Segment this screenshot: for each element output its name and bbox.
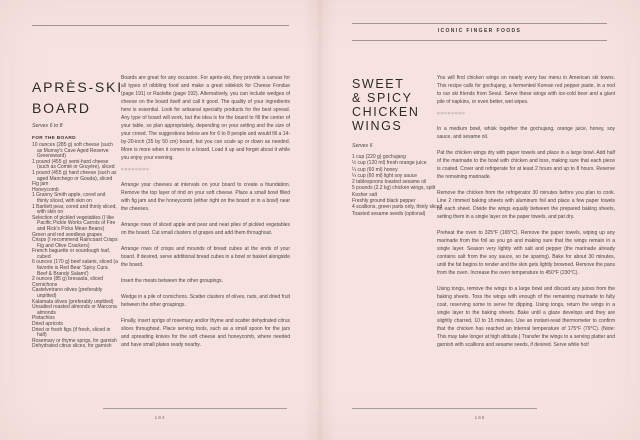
recipe-title-line: BOARD	[32, 100, 91, 116]
recipe-title	[352, 77, 444, 133]
ingredient-item: 1 pound (455 g) semi-hard cheese (such as Comté or Gruyère), sliced	[32, 158, 115, 171]
ingredient-item: 1 Granny Smith apple, cored and thinly sliced, with skin on	[32, 192, 106, 204]
method-column	[437, 74, 615, 357]
page-chicken-wings	[320, 0, 640, 440]
ingredient-item: Unsalted roasted almonds or Marcona almonds	[32, 304, 117, 316]
method-step: Using tongs, remove the wings to a large bowl and discard any juices from the baking sheets. Toss the wings with enough of the remaining marinade to fully coat, reserving some to serve for dipping. Using tongs, return the wings in a single layer to the baking sheets. Bake until a glaze develops and they are slightly charred, 10 to 15 minutes. Use an instant-read thermometer to confirm that the chicken has reached an internal temperature of 175°F (79°C). (Note: This may take longer at high altitude.) Transfer the wings to a serving platter and garnish with scallions and sesame seeds, if desired. Serve while hot!	[437, 286, 615, 348]
method-step: Remove the chicken from the refrigerator 30 minutes before you plan to cook. Line 2 rimmed baking sheets with aluminum foil and place a few paper towels on each sheet. Divide the wings equally between the prepared baking sheets, setting them in a single layer on the paper towels, and pat dry.	[437, 190, 615, 220]
ingredient-item: Green and red seedless grapes	[32, 231, 103, 238]
method-step: Arrange rows of crisps and mounds of bread cubes at the ends of your board. If desired, serve additional bread cubes in a bowl or basket alongside the board.	[121, 246, 290, 268]
bottom-rule	[352, 408, 537, 409]
recipe-title-line: WINGS	[352, 119, 403, 133]
intro-paragraph: You will find chicken wings on nearly every bar menu in American ski towns. This recipe calls for gochujang, a fermented Korean red pepper paste, in a nod to our ski friends from Seoul. Serve these wings with ice-cold beer and a giant pile of napkins, or even better, wet wipes.	[437, 75, 615, 105]
recipe-side-column	[32, 77, 123, 350]
ingredient-item: 1 pound (455 g) hard cheese (such as aged Manchego or Gouda), sliced	[32, 169, 117, 182]
ingredient-item: 1 Bartlett pear, cored and thinly sliced, with skin on	[32, 203, 117, 216]
ingredient-item: ¼ cup (60 ml) light soy sauce	[352, 172, 418, 179]
ingredient-item: Toasted sesame seeds (optional)	[352, 210, 426, 217]
intro-paragraph: Boards are great for any occasion. For après-ski, they provide a canvas for all types of nibbling food and make a great sidekick for Cheese Fondue (page 191) or Raclette (page 192). Alternatively, you can include wedges of cheese on the board itself and call it good. The quality of your ingredients here is essential. Look for artisanal specialty products for the best spread. Any type of board will work, but the idea is for the board to fill the center of your table, so plan appropriately, depending on your setting and the size of your crowd. The suggestions below are for 6 to 8 people and would fill a 14-by-20-inch (35 by 50 cm) board, but you can scale up or down as needed. More is more when it comes to a board. Load it up and forget about it while you enjoy your evening.	[121, 75, 290, 161]
ingredient-item: 2 ounces (85 g) bresaola, sliced	[32, 276, 103, 283]
method-steps	[121, 181, 290, 349]
recipe-title-line: & SPICY	[352, 91, 413, 105]
method-step: Preheat the oven to 325°F (165°C). Remove the paper towels, wiping up any marinade from the foil as you go and making sure that the wings remain in a single layer. Season very lightly with salt and pepper (the marinade already contains salt from the soy sauce, so be sparing). Bake for about 30 minutes, until the fat begins to render and the skin gets lightly browned. Remove the pans from the oven. Increase the oven temperature to 450°F (230°C).	[437, 230, 615, 276]
ingredient-item: ½ cup (120 ml) fresh orange juice	[352, 160, 427, 167]
ingredients-header: FOR THE BOARD	[32, 136, 76, 141]
bottom-rule	[103, 408, 287, 409]
ingredient-item: Freshly ground black pepper	[352, 198, 416, 205]
ingredient-item: 4 scallions, green parts only, thinly sliced	[352, 204, 443, 211]
ingredient-item: 2 tablespoons toasted sesame oil	[352, 179, 427, 186]
divider-ornament: ◇◇◇◇◇◇◇◇	[437, 111, 466, 115]
ingredient-item: Selection of pickled vegetables (I like Pacific Pickle Works Carrots of Fire and Rick's Picks Mean Beans)	[32, 214, 116, 232]
method-steps	[437, 125, 615, 349]
method-step: Arrange your cheeses at intervals on your board to create a foundation. Remove the top layer of rind on your soft cheese. Place a small bowl filled with fig jam and the honeycomb (either right on the board or in a bowl) near the cheeses.	[121, 182, 290, 212]
ingredient-item: Dehydrated citrus slices, for garnish	[32, 343, 112, 350]
serves-line: Serves 6 to 8	[32, 123, 63, 129]
page-number: 184	[154, 415, 166, 420]
running-head-rule-top	[352, 23, 607, 24]
method-step: Arrange rows of sliced apple and pear and neat piles of pickled vegetables on the board. Cut small clusters of grapes and add them throughout.	[121, 222, 290, 236]
serves-line: Serves 6	[352, 143, 373, 149]
ingredient-item: Crisps (I recommend Raincoast Crisps Fig and Olive Crackers)	[32, 237, 118, 249]
ingredient-item: Dried or fresh figs (if fresh, sliced in half)	[32, 326, 111, 339]
ingredient-item: 10 ounces (285 g) soft cheese (such as Murray's Cave Aged Reserve Greensward)	[32, 142, 113, 160]
ingredients-list	[352, 154, 444, 217]
recipe-side-column	[352, 77, 444, 217]
method-column	[121, 74, 290, 357]
ingredient-item: 5 pounds (2.2 kg) chicken wings, split	[352, 185, 436, 192]
method-step: Insert the meats between the other groupings.	[121, 278, 224, 284]
page-number: 185	[474, 415, 486, 420]
method-step: In a medium bowl, whisk together the gochujang, orange juice, honey, soy sauce, and sesame oil.	[437, 126, 615, 140]
ingredient-item: Dried apricots	[32, 321, 63, 327]
divider-ornament: ◇◇◇◇◇◇◇◇	[121, 167, 150, 171]
method-step: Wedge in a pile of cornichons. Scatter clusters of olives, nuts, and dried fruit between the other groupings.	[121, 294, 290, 308]
recipe-title-line: APRÈS-SKI	[32, 79, 123, 95]
ingredient-item: Pistachios	[32, 315, 55, 322]
ingredient-item: French baguette or sourdough loaf, cubed	[32, 248, 111, 260]
running-head-rule-bottom	[352, 40, 607, 41]
ingredient-item: 1 cup (220 g) gochujang	[352, 154, 406, 160]
ingredient-item: Cornichons	[32, 281, 58, 288]
ingredient-item: Kalamata olives (preferably unpitted)	[32, 298, 114, 305]
running-head: ICONIC FINGER FOODS	[437, 28, 522, 34]
ingredient-item: Castelvetrano olives (preferably unpitted)	[32, 287, 103, 300]
method-step: Pat the chicken wings dry with paper towels and place in a large bowl. Add half of the marinade to the bowl with chicken and toss, making sure that each piece is coated. Cover and refrigerate for at least 2 hours and up to 8 hours. Reserve the remaining marinade.	[437, 150, 615, 180]
ingredient-item: Rosemary or thyme sprigs, for garnish	[32, 337, 117, 344]
ingredient-item: ¼ cup (60 ml) honey	[352, 166, 398, 173]
ingredient-item: Fig jam	[32, 181, 49, 188]
recipe-title-line: SWEET	[352, 77, 405, 91]
method-step: Finally, insert sprigs of rosemary and/or thyme and scatter dehydrated citrus slices throughout. Place serving tools, such as a small spoon for the jars and spreading knives for the soft cheese and honeycomb, where needed and have small plates ready nearby.	[121, 318, 290, 348]
ingredient-item: Kosher salt	[352, 191, 378, 198]
ingredients-list	[32, 143, 118, 350]
ingredient-item: Honeycomb	[32, 186, 59, 193]
recipe-title	[32, 77, 123, 119]
recipe-title-line: CHICKEN	[352, 105, 420, 119]
ingredient-item: 6 ounces (170 g) beef salami, sliced (a favorite is Red Bear 'Spicy Cura Beef & Brandy Salami')	[32, 259, 118, 277]
top-rule	[32, 25, 289, 26]
